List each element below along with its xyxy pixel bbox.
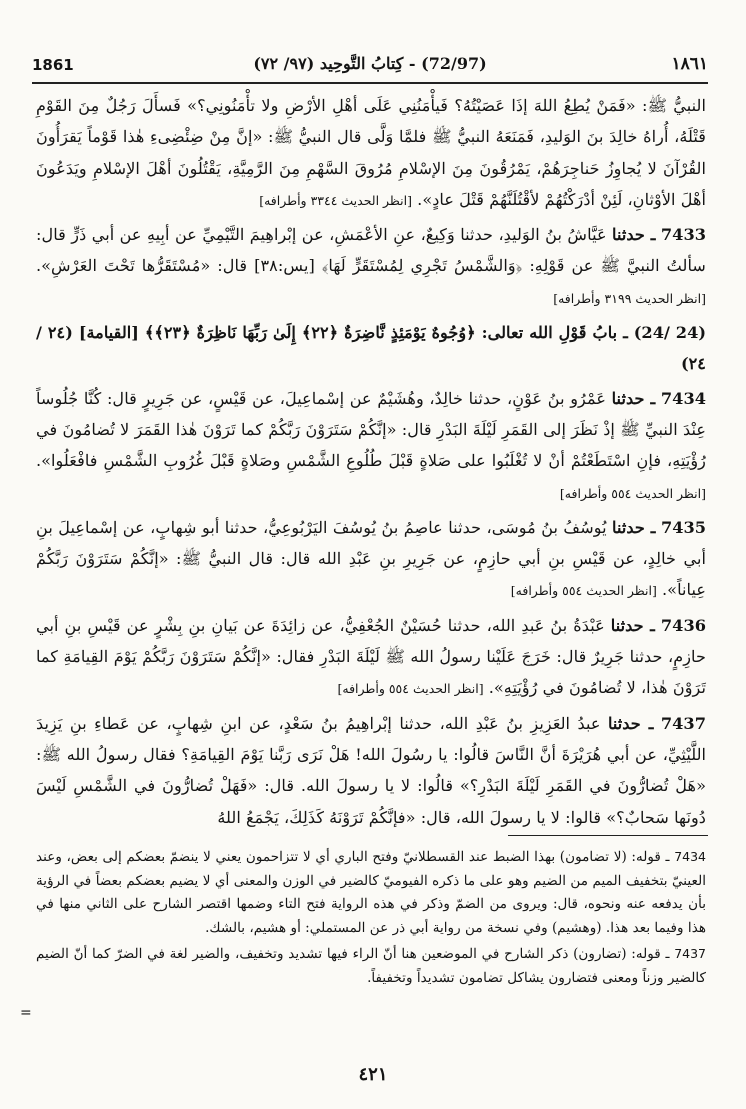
hadith-7436 [36, 610, 706, 705]
hadith-number: 7434 [660, 388, 706, 408]
hadith-7433 [36, 219, 706, 314]
footnote-7434 [36, 845, 706, 940]
paragraph-text: النبيُّ ﷺ: «فَمَنْ يُطِعُ اللهَ إذَا عَصَيْتُهُ؟ فَيأْمَنُنِي عَلَى أهْلِ الأرْضِ ولا تأْمَنُونِي؟» فَسأَلَ رَجُلٌ مِنَ القَوْمِ قَتْلَهُ، أُراهُ خالِدَ بنَ الوَليدِ، فَمَنَعَهُ النبيُّ ﷺ فلمَّا وَلَّى قال النبيُّ ﷺ: «إنَّ مِنْ ضِئْضِىءِ هٰذا قَوْماً يَقرَأُونَ القُرْآنَ لا يُجاوِزُ حَناجِرَهُمْ، يَمْرُقُونَ مِنَ الإسْلامِ مُرُوقَ السَّهْمِ مِنَ الرَّمِيَّةِ، يَقْتُلُونَ أهْلَ الإسْلامِ ويَدَعُونَ أهْلَ الأوْثانِ، لَئِنْ أدْرَكْتُهُمْ لأقْتُلَنَّهُمْ قَتْلَ عادٍ». [36, 96, 706, 209]
hadith-reference: [انظر الحديث ٣٣٤٤ وأطرافه] [259, 192, 413, 208]
haddathana-label: ـ حدثنا [607, 713, 654, 733]
footnotes [36, 845, 706, 992]
hadith-text: يُوسُفُ بنُ مُوسَى، حدثنا عاصِمُ بنُ يُوسُفَ اليَرْبُوعِيُّ، حدثنا أبو شِهابٍ، عن إسْماعِيلَ بنِ أبي خالِدٍ، عن قَيْسِ بنِ أبي حازِمٍ، عن جَرِيرِ بنِ عَبْدِ الله قال: قال النبيُّ ﷺ: «إنَّكُمْ سَتَرَوْنَ رَبَّكُمْ عِياناً». [36, 517, 706, 600]
footnote-rule [508, 835, 708, 836]
haddathana-label: ـ حدثنا [612, 225, 656, 245]
paragraph-continuation [36, 90, 706, 216]
hadith-reference: [انظر الحديث ٥٥٤ وأطرافه] [559, 485, 706, 501]
page-header [32, 54, 708, 80]
hadith-number: 7433 [660, 225, 706, 245]
haddathana-label: ـ حدثنا [612, 517, 656, 537]
hadith-7437 [36, 708, 706, 833]
hadith-reference: [انظر الحديث ٣١٩٩ وأطرافه] [553, 290, 706, 306]
haddathana-label: ـ حدثنا [610, 615, 655, 635]
footnote-number: 7437 [674, 946, 706, 961]
hadith-number: 7435 [660, 517, 706, 537]
footnote-number: 7434 [674, 849, 706, 864]
footnote-text: ـ قوله: (تضارون) ذكر الشارح في الموضعين هنا أنّ الراء فيها تشديد وتخفيف، والضير لغة في الضرّ كما أنّ الضيم كالضير وزناً ومعنى فتضارون يشاكل تضامون تشديداً وتخفيفاً. [36, 946, 706, 986]
footnote-text: ـ قوله: (لا تضامون) بهذا الضبط عند القسطلانيّ وفتح الباري أي لا تتزاحمون يعني لا ينضمّ بعضكم إلى بعض، وعند العينيّ بتخفيف الميم من الضيم وهو على ما ذكره الفيوميّ كالضير في الوزن والمعنى أي لا يضيم بعضكم بعضاً في الرؤية بأن يدفعه عنه ونحوه، قال: ويروى من الضمّ وذكر في هذه الرواية فتح التاء وضمها اقتصر الشارح على الثاني منها في هذا وفيما بعد هذا. (وهشيم) وفي نسخة من رواية أبي ذر عن المستملي: أو هشيم، بالشك. [36, 849, 706, 936]
page-number-latin: 1861 [32, 56, 74, 74]
hadith-number: 7436 [660, 615, 706, 635]
hadith-7435 [36, 512, 706, 607]
hadith-text: عبدُ العَزِيزِ بنُ عَبْدِ الله، حدثنا إبْراهِيمُ بنُ سَعْدٍ، عن ابنِ شِهابٍ، عن عَطاءِ بنِ يَزِيدَ اللَّيْثِيِّ، عن أبي هُرَيْرَةَ أنَّ النَّاسَ قالُوا: يا رسُولَ الله! هَلْ نَرَى رَبَّنا يَوْمَ القِيامَةِ؟ فقال رسولُ الله ﷺ: «هَلْ تُضارُّونَ في القَمَرِ لَيْلَةَ البَدْرِ؟» قالُوا: لا يا رسولَ الله. قال: «فَهَلْ تُضارُّونَ في الشَّمْسِ لَيْسَ دُونَها سَحابٌ؟» قالوا: لا يا رسولَ الله، قال: «فإنَّكُمْ تَرَوْنَهُ كَذَلِكَ، يَجْمَعُ اللهُ [36, 713, 706, 827]
hadith-7434 [36, 383, 706, 509]
haddathana-label: ـ حدثنا [611, 388, 656, 408]
hadith-reference: [انظر الحديث ٥٥٤ وأطرافه] [510, 583, 657, 599]
chapter-number: (24/ 24) [633, 323, 706, 343]
hadith-text: عَمْرُو بنُ عَوْنٍ، حدثنا خالِدٌ، وهُشَيْمٌ عن إسْماعِيلَ، عن قَيْسٍ، عن جَرِيرٍ قال: كُنَّا جُلُوساً عِنْدَ النبيِّ ﷺ إذْ نَظَرَ إلى القَمَرِ لَيْلَةَ البَدْرِ قال: «إنَّكُمْ سَتَرَوْنَ رَبَّكُمْ كما تَرَوْنَ هٰذا القَمَرَ لا تُضامُونَ في رُؤْيَتِهِ، فإنِ اسْتَطَعْتُمْ أنْ لا تُغْلَبُوا على صَلاةٍ قَبْلَ طُلُوعِ الشَّمْسِ وصَلاةٍ قَبْلَ غُرُوبِ الشَّمْسِ فافْعَلُوا». [36, 388, 706, 471]
folio-number: ٤٢١ [358, 1064, 388, 1085]
main-text [36, 90, 706, 836]
header-rule [32, 82, 708, 84]
page-number-arabic: ١٨٦١ [671, 54, 708, 74]
continuation-mark: = [20, 1005, 32, 1021]
hadith-number: 7437 [660, 713, 706, 733]
hadith-text: عَبْدَةُ بنُ عَبدِ الله، حدثنا حُسَيْنٌ الجُعْفِيُّ، عن زائِدَةَ عن بَيانِ بنِ بِشْرٍ عن قَيْسِ بنِ أبي حازِمٍ، حدثنا جَرِيرٌ قال: خَرَجَ عَلَيْنا رسولُ الله ﷺ لَيْلَةَ البَدْرِ فقال: «إنَّكُمْ سَتَرَوْنَ رَبَّكُمْ يَوْمَ القِيامَةِ كما تَرَوْنَ هٰذا، لا تُضامُونَ في رُؤْيَتِهِ». [36, 615, 706, 698]
footnote-7437 [36, 942, 706, 990]
chapter-heading [36, 317, 706, 380]
chapter-title: ـ بابُ قَوْلِ الله تعالى: ﴿وُجُوهٌ يَوْمَئِذٍ نَّاضِرَةٌ ﴿٢٢﴾ إِلَىٰ رَبِّهَا نَاظِرَةٌ ﴿٢٣﴾﴾ [القيامة] (٢٤ /٢٤) [36, 323, 706, 374]
hadith-reference: [انظر الحديث ٥٥٤ وأطرافه] [337, 681, 484, 697]
running-title: (72/97) - كِتابُ التَّوحِيد (٩٧/ ٧٢) [253, 54, 487, 73]
hadith-text: عَيَّاشُ بنُ الوَليدِ، حدثنا وَكِيعٌ، عنِ الأعْمَشِ، عن إبْراهِيمَ التَّيْمِيِّ عن أبِيهِ عن أبي ذَرٍّ قال: سألتُ النبيَّ ﷺ عن قَوْلِهِ: ﴿وَالشَّمْسُ تَجْرِي لِمُسْتَقَرٍّ لَهَا﴾ [يس:٣٨] قال: «مُسْتَقَرُّها تَحْتَ العَرْشِ». [36, 225, 706, 276]
